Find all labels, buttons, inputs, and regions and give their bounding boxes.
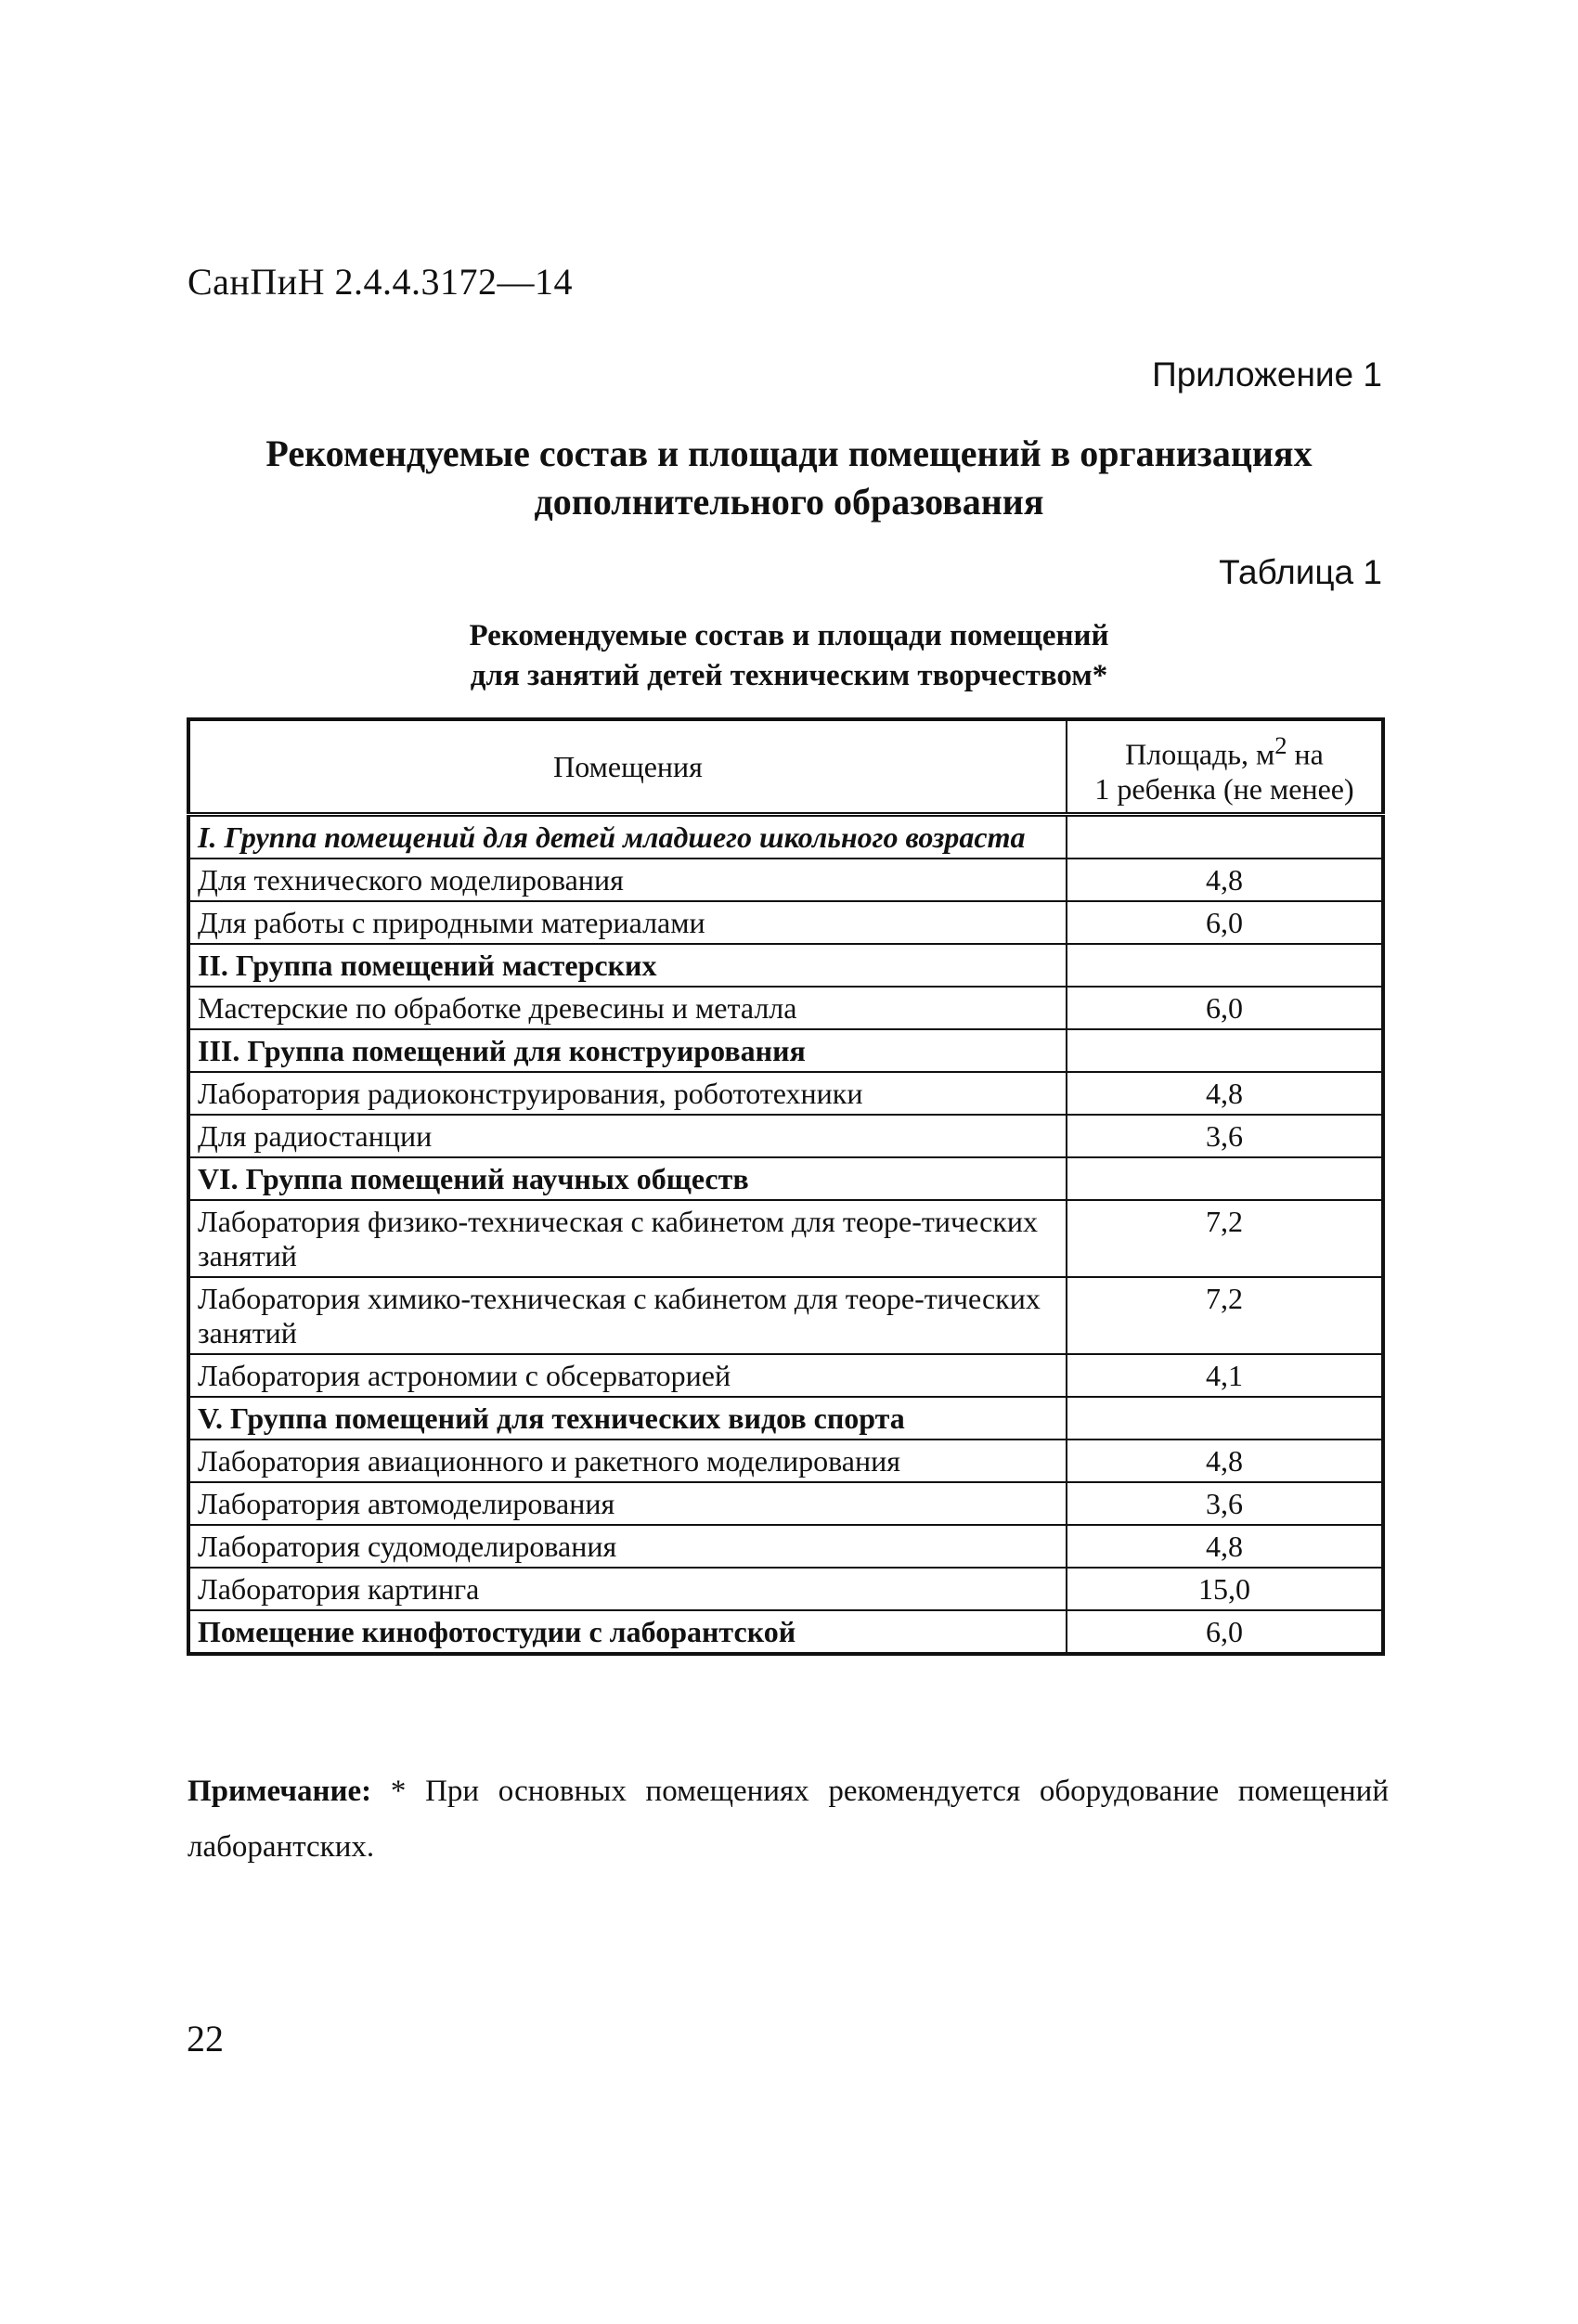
- rooms-table-container: [187, 717, 1385, 1656]
- appendix-label: Приложение 1: [1152, 355, 1382, 394]
- table-number-label: Таблица 1: [1219, 553, 1382, 591]
- row-area: 6,0: [1067, 987, 1383, 1029]
- document-code: СанПиН 2.4.4.3172—14: [188, 261, 574, 303]
- table-row: [188, 1200, 1383, 1277]
- table-row: [188, 1568, 1383, 1610]
- row-name: Помещение кинофотостудии с лаборантской: [188, 1610, 1067, 1654]
- column-header-area: [1067, 719, 1383, 814]
- area-header-line-2: 1 ребенка (не менее): [1094, 771, 1354, 806]
- row-area: 4,1: [1067, 1354, 1383, 1397]
- table-row: [188, 1525, 1383, 1568]
- table-row-group-2: [188, 944, 1383, 987]
- table-row: [188, 1354, 1383, 1397]
- footnote-text: * При основных помещениях рекомендуется оборудование помещений лаборантских.: [188, 1775, 1389, 1864]
- table-row: [188, 859, 1383, 901]
- row-area: 6,0: [1067, 901, 1383, 944]
- row-area: 4,8: [1067, 1440, 1383, 1482]
- row-area: 7,2: [1067, 1200, 1383, 1277]
- row-name: Для радиостанции: [188, 1115, 1067, 1157]
- row-name: V. Группа помещений для технических видов спорта: [188, 1397, 1067, 1440]
- rooms-table: [187, 717, 1385, 1656]
- row-name: Лаборатория судомоделирования: [188, 1525, 1067, 1568]
- row-area: 4,8: [1067, 1072, 1383, 1115]
- table-row-group-1: [188, 814, 1383, 859]
- table-row: [188, 901, 1383, 944]
- row-name: Мастерские по обработке древесины и металла: [188, 987, 1067, 1029]
- page-title-line-1: Рекомендуемые состав и площади помещений в организациях: [265, 433, 1313, 474]
- table-title-line-2: для занятий детей техническим творчеством*: [470, 659, 1108, 692]
- table-row: [188, 1482, 1383, 1525]
- table-title: [186, 616, 1392, 696]
- row-area: [1067, 944, 1383, 987]
- row-area: [1067, 1157, 1383, 1200]
- table-title-line-1: Рекомендуемые состав и площади помещений: [469, 619, 1109, 652]
- row-name: Лаборатория физико-техническая с кабинетом для теоре-тических занятий: [188, 1200, 1067, 1277]
- table-row-group-5: [188, 1397, 1383, 1440]
- page-title: [167, 430, 1411, 526]
- table-row-group-3: [188, 1029, 1383, 1072]
- row-area: 3,6: [1067, 1115, 1383, 1157]
- row-name: Лаборатория автомоделирования: [188, 1482, 1067, 1525]
- row-area: [1067, 814, 1383, 859]
- table-row: [188, 1115, 1383, 1157]
- footnote-label: Примечание:: [188, 1775, 372, 1808]
- table-row: [188, 1440, 1383, 1482]
- table-row: [188, 987, 1383, 1029]
- row-name: VI. Группа помещений научных обществ: [188, 1157, 1067, 1200]
- table-row: [188, 1072, 1383, 1115]
- table-header-row: [188, 719, 1383, 814]
- row-name: Лаборатория астрономии с обсерваторией: [188, 1354, 1067, 1397]
- area-header-text: Площадь, м: [1125, 737, 1275, 771]
- table-row-group-4: [188, 1157, 1383, 1200]
- area-header-superscript: 2: [1274, 731, 1287, 759]
- row-name: Для работы с природными материалами: [188, 901, 1067, 944]
- row-area: 15,0: [1067, 1568, 1383, 1610]
- table-row: [188, 1277, 1383, 1354]
- row-name: I. Группа помещений для детей младшего школьного возраста: [188, 814, 1067, 859]
- row-area: [1067, 1397, 1383, 1440]
- page-number: 22: [187, 2018, 224, 2059]
- row-name: III. Группа помещений для конструирования: [188, 1029, 1067, 1072]
- row-area: 6,0: [1067, 1610, 1383, 1654]
- row-area: 4,8: [1067, 859, 1383, 901]
- row-name: Лаборатория радиоконструирования, робототехники: [188, 1072, 1067, 1115]
- row-area: 7,2: [1067, 1277, 1383, 1354]
- row-name: II. Группа помещений мастерских: [188, 944, 1067, 987]
- page-title-line-2: дополнительного образования: [534, 481, 1044, 523]
- row-name: Лаборатория картинга: [188, 1568, 1067, 1610]
- table-row-summary: [188, 1610, 1383, 1654]
- row-name: Лаборатория авиационного и ракетного моделирования: [188, 1440, 1067, 1482]
- row-name: Лаборатория химико-техническая с кабинетом для теоре-тических занятий: [188, 1277, 1067, 1354]
- footnote: [188, 1763, 1389, 1875]
- row-area: [1067, 1029, 1383, 1072]
- row-area: 4,8: [1067, 1525, 1383, 1568]
- area-header-suffix: на: [1287, 737, 1324, 771]
- row-area: 3,6: [1067, 1482, 1383, 1525]
- column-header-rooms: Помещения: [188, 719, 1067, 814]
- row-name: Для технического моделирования: [188, 859, 1067, 901]
